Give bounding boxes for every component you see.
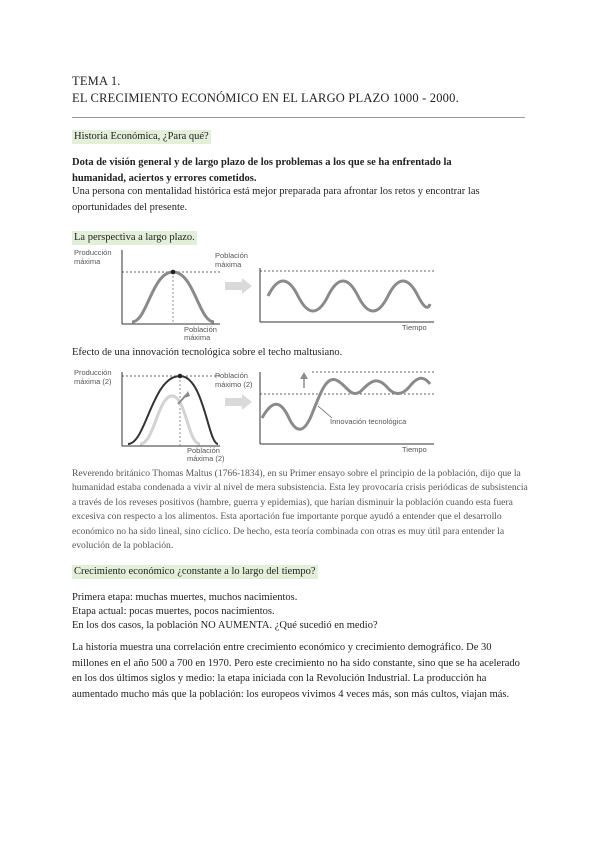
malthus-figure-2 (72, 366, 442, 466)
fig2-tiempo-label: Tiempo (402, 445, 427, 454)
fig1-arrow-icon (225, 278, 252, 294)
crecimiento-line-3: En los dos casos, la población NO AUMENTA. ¿Qué sucedió en medio? (72, 620, 378, 631)
fig2-old-production-curve (140, 396, 200, 444)
fig1-poblacion-y-label-1: Población (215, 251, 248, 260)
crecimiento-paragraph: La historia muestra una correlación entre crecimiento económico y crecimiento demográfico. De 30 millones en el año 500 a 700 en 1970. Pero este crecimiento no ha sido constante, sino que se ha acelerado en los dos últimos siglos y medio: la etapa iniciada con la Revolución Industrial. La producción ha aumentado mucho más que la población: los europeos vivimos 4 veces más, son más cultos, viajan más. (72, 642, 520, 700)
fig2-max-point (178, 374, 183, 379)
doc-title-line2: EL CRECIMIENTO ECONÓMICO EN EL LARGO PLAZO 1000 - 2000. (72, 91, 459, 105)
fig2-poblacion-y-label-1: Población (215, 371, 248, 380)
fig2-poblacion-x-label-1: Población (187, 446, 220, 455)
section-heading-historia (72, 126, 211, 144)
fig1-poblacion-x-label-1: Población (184, 325, 217, 334)
fig2-produccion-label-2: máxima (2) (74, 377, 112, 386)
fig1-tiempo-label: Tiempo (402, 323, 427, 332)
historia-bold-paragraph: Dota de visión general y de largo plazo de los problemas a los que se ha enfrentado la humanidad, aciertos y errores cometidos. (72, 157, 452, 184)
fig2-left-chart (74, 368, 225, 463)
figure-caption: Efecto de una innovación tecnológica sobre el techo maltusiano. (72, 347, 343, 358)
malthus-paragraph: Reverendo británico Thomas Maltus (1766-1834), en su Primer ensayo sobre el principio de la población, dijo que la humanidad estaba condenada a vivir al nivel de mera subsistencia. Esta ley provocaría crisis periódicas de subsistencia a través de los reveses positivos (hambre, guerra y epidemias), que harían disminuir la población cuando esta fuera excesiva con respecto a los alimentos. Esta aportación fue importante porque ayudó a entender que el desarrollo económico no ha sido lineal, sino cíclico. De hecho, esta teoría combinada con otras es muy útil para entender la evolución de la población. (72, 468, 528, 552)
fig2-produccion-label-1: Producción (74, 368, 112, 377)
fig1-left-chart (74, 248, 220, 342)
section-heading-crecimiento (72, 561, 318, 579)
heading-historia-text: Historia Económica, ¿Para qué? (74, 131, 209, 142)
heading-crecimiento-text: Crecimiento económico ¿constante a lo largo del tiempo? (74, 566, 316, 577)
fig1-max-point (171, 270, 176, 275)
heading-perspectiva-text: La perspectiva a largo plazo. (74, 232, 195, 243)
fig1-population-wave (268, 281, 430, 311)
fig2-up-arrow-icon (300, 372, 308, 379)
crecimiento-line-1: Primera etapa: muchas muertes, muchos nacimientos. (72, 592, 298, 603)
historia-paragraph: Una persona con mentalidad histórica está mejor preparada para afrontar los retos y encontrar las oportunidades del presente. (72, 186, 480, 213)
fig1-poblacion-y-label-2: máxima (215, 260, 242, 269)
fig1-produccion-label-1: Producción (74, 248, 112, 257)
fig1-produccion-label-2: máxima (74, 257, 101, 266)
title-divider (72, 117, 525, 118)
malthus-figure-1 (72, 246, 442, 346)
fig2-poblacion-y-label-2: máximo (2) (215, 380, 253, 389)
fig1-poblacion-x-label-2: máxima (184, 333, 211, 342)
fig2-poblacion-x-label-2: máxima (2) (187, 454, 225, 463)
doc-title-line1: TEMA 1. (72, 74, 121, 88)
fig2-new-production-curve (128, 376, 218, 444)
section-heading-perspectiva (72, 227, 197, 245)
fig2-innovacion-label: Innovación tecnológica (330, 417, 407, 426)
fig2-arrow-icon (225, 394, 252, 410)
fig1-right-chart (215, 251, 434, 332)
fig2-right-chart (215, 371, 434, 454)
crecimiento-line-2: Etapa actual: pocas muertes, pocos nacimientos. (72, 606, 275, 617)
